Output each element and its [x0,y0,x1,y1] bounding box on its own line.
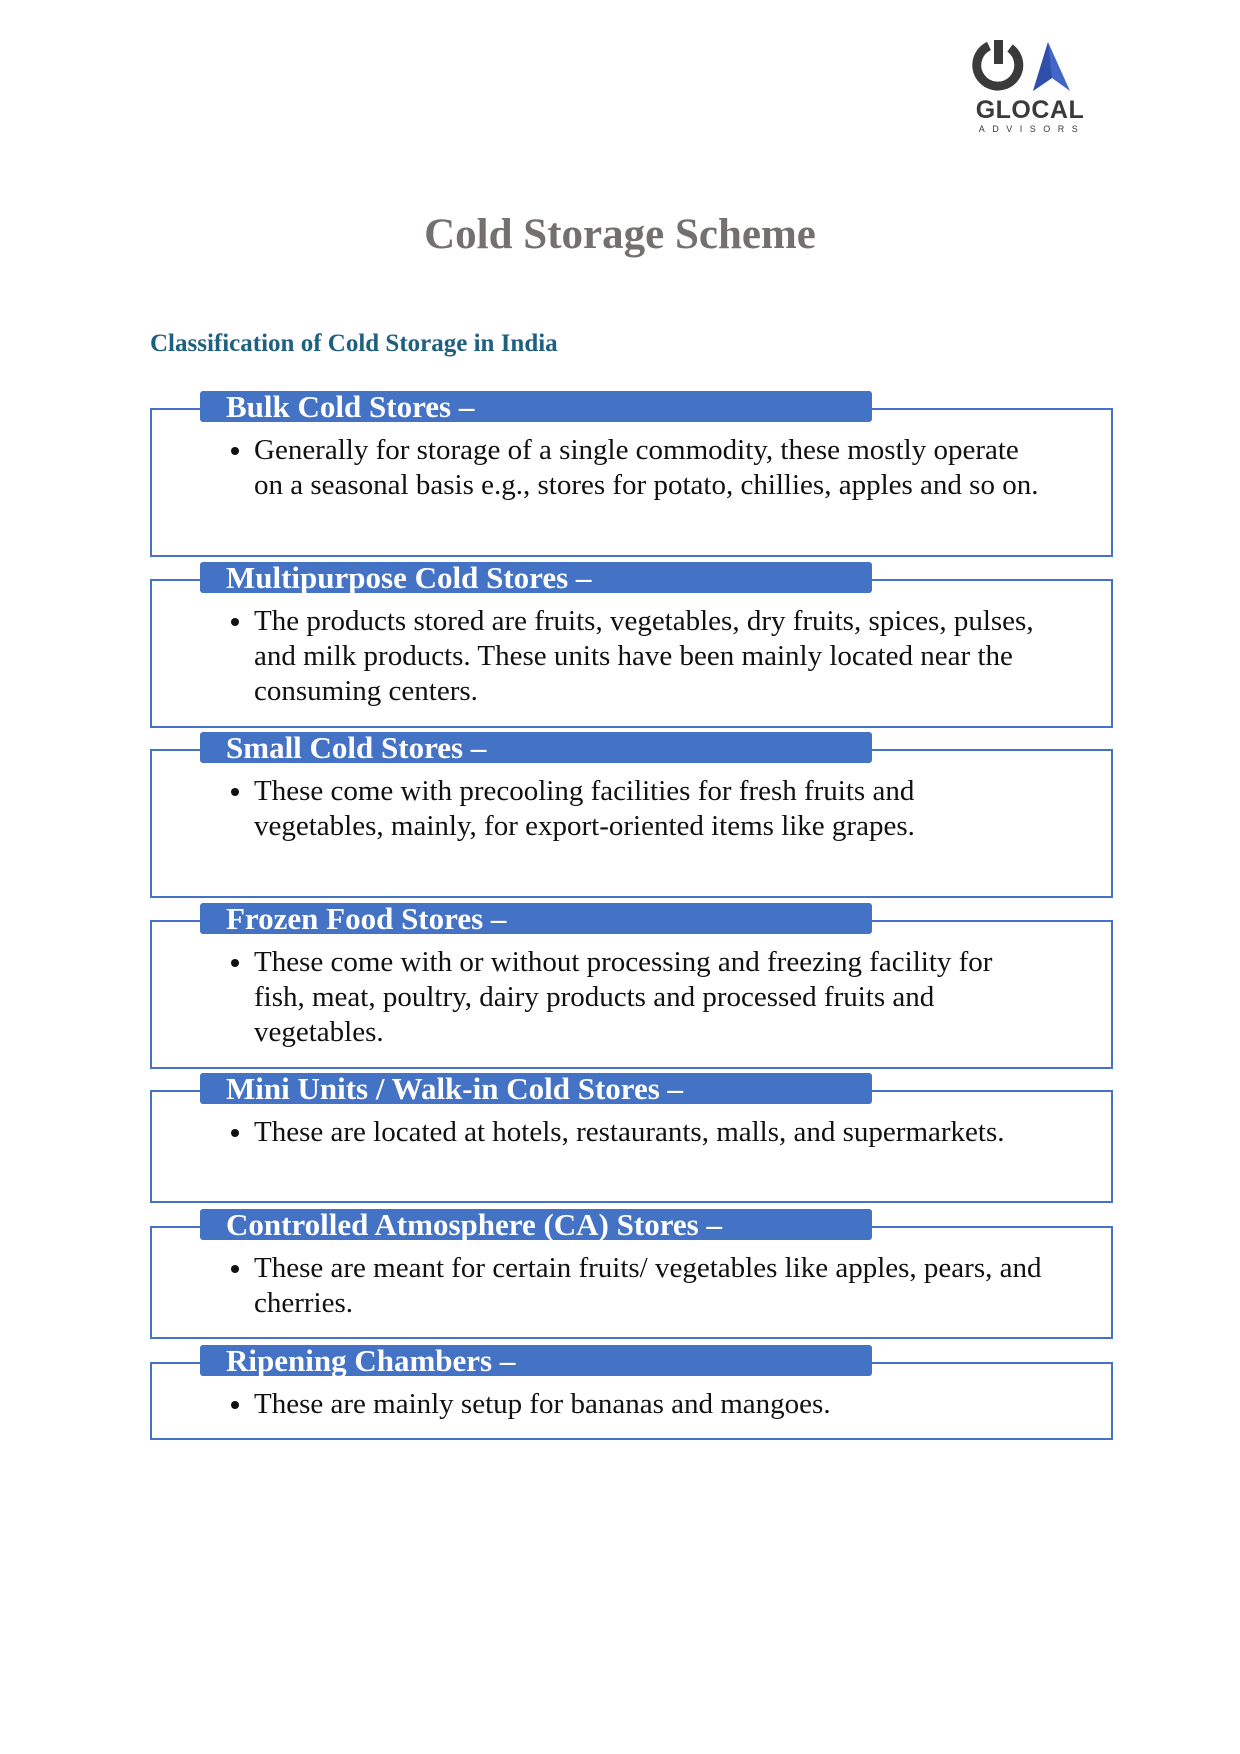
section-subtitle: Classification of Cold Storage in India [150,330,558,357]
section-ripening-chambers [150,1345,1113,1440]
section-list [228,1387,1044,1422]
section-bullet: • These are mainly setup for bananas and mangoes. [254,1387,1044,1422]
section-frozen-food-stores [150,903,1113,1069]
page-title: Cold Storage Scheme [424,211,816,258]
logo-brand-text: GLOCAL [975,96,1085,124]
section-heading: Mini Units / Walk-in Cold Stores – [200,1073,872,1104]
section-small-cold-stores [150,732,1113,898]
section-list [228,433,1044,503]
logo-sub-text: ADVISORS [978,124,1086,134]
section-heading: Small Cold Stores – [200,732,872,763]
section-list [228,1115,1044,1150]
section-heading: Multipurpose Cold Stores – [200,562,872,593]
section-heading: Ripening Chambers – [200,1345,872,1376]
section-bullet: • Generally for storage of a single commodity, these mostly operate on a seasonal basis e.g., stores for potato, chillies, apples and so on. [254,433,1044,503]
section-heading: Bulk Cold Stores – [200,391,872,422]
section-bullet: • The products stored are fruits, vegetables, dry fruits, spices, pulses, and milk products. These units have been mainly located near the consuming centers. [254,604,1044,709]
section-heading: Frozen Food Stores – [200,903,872,934]
section-list [228,774,1044,844]
section-mini-units [150,1073,1113,1203]
section-bullet: • These are located at hotels, restaurants, malls, and supermarkets. [254,1115,1044,1150]
section-bullet: • These come with precooling facilities for fresh fruits and vegetables, mainly, for export-oriented items like grapes. [254,774,1044,844]
section-bullet: • These come with or without processing and freezing facility for fish, meat, poultry, dairy products and processed fruits and vegetables. [254,945,1044,1050]
section-multipurpose-cold-stores [150,562,1113,728]
logo-mark-icon [970,38,1090,96]
section-bulk-cold-stores [150,391,1113,557]
glocal-advisors-logo [970,38,1090,138]
section-ca-stores [150,1209,1113,1339]
section-list [228,1251,1044,1321]
section-list [228,945,1044,1050]
section-list [228,604,1044,709]
section-heading: Controlled Atmosphere (CA) Stores – [200,1209,872,1240]
section-bullet: • These are meant for certain fruits/ vegetables like apples, pears, and cherries. [254,1251,1044,1321]
